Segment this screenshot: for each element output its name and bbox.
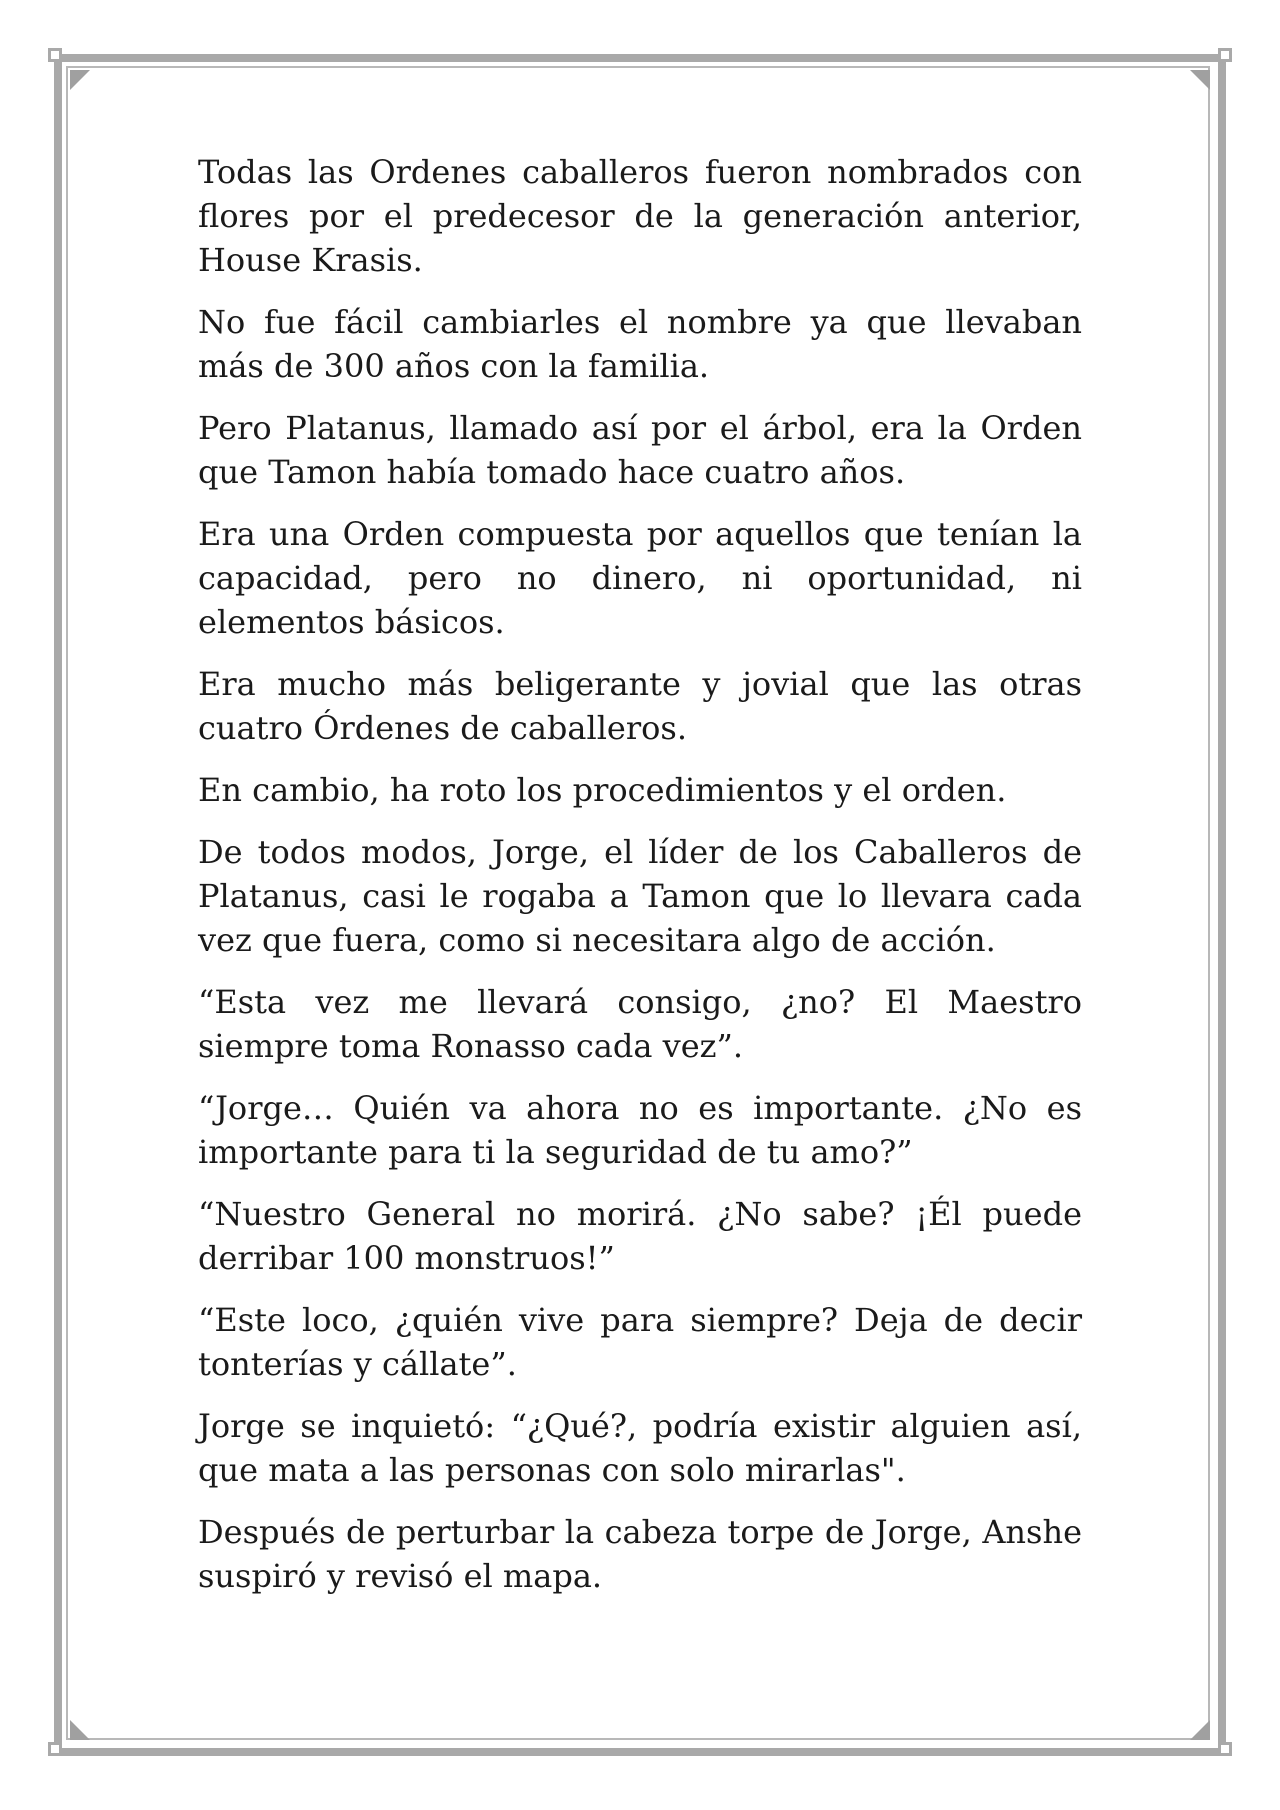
frame-bottom-border — [62, 1748, 1218, 1756]
paragraph: “Esta vez me llevará consigo, ¿no? El Maestro siempre toma Ronasso cada vez”. — [198, 983, 1082, 1065]
paragraph: “Nuestro General no morirá. ¿No sabe? ¡Él puede derribar 100 monstruos!” — [198, 1195, 1082, 1277]
corner-triangle-icon — [70, 1720, 90, 1740]
frame-right-border — [1218, 62, 1226, 1748]
paragraph: No fue fácil cambiarles el nombre ya que llevaban más de 300 años con la familia. — [198, 303, 1082, 385]
paragraph: Todas las Ordenes caballeros fueron nombrados con flores por el predecesor de la generación anterior, House Krasis. — [198, 153, 1082, 279]
paragraph: Pero Platanus, llamado así por el árbol, era la Orden que Tamon había tomado hace cuatro años. — [198, 409, 1082, 491]
corner-triangle-icon — [70, 70, 90, 90]
corner-ornament-icon — [1218, 48, 1232, 62]
paragraph: De todos modos, Jorge, el líder de los Caballeros de Platanus, casi le rogaba a Tamon que lo llevara cada vez que fuera, como si necesitara algo de acción. — [198, 833, 1082, 959]
corner-ornament-icon — [48, 48, 62, 62]
paragraph: “Jorge… Quién va ahora no es importante. ¿No es importante para ti la seguridad de tu amo?” — [198, 1089, 1082, 1171]
corner-triangle-icon — [1190, 1720, 1210, 1740]
paragraph: “Este loco, ¿quién vive para siempre? Deja de decir tonterías y cállate”. — [198, 1301, 1082, 1383]
frame-top-border — [62, 54, 1218, 62]
paragraph: Después de perturbar la cabeza torpe de Jorge, Anshe suspiró y revisó el mapa. — [198, 1513, 1082, 1595]
corner-ornament-icon — [1218, 1742, 1232, 1756]
paragraph: Jorge se inquietó: “¿Qué?, podría existir alguien así, que mata a las personas con solo mirarlas". — [198, 1407, 1082, 1489]
corner-triangle-icon — [1190, 70, 1210, 90]
corner-ornament-icon — [48, 1742, 62, 1756]
frame-left-border — [54, 62, 62, 1748]
page-text — [198, 150, 1082, 1616]
paragraph: En cambio, ha roto los procedimientos y el orden. — [198, 771, 1007, 809]
paragraph: Era mucho más beligerante y jovial que las otras cuatro Órdenes de caballeros. — [198, 665, 1082, 747]
paragraph: Era una Orden compuesta por aquellos que tenían la capacidad, pero no dinero, ni oportunidad, ni elementos básicos. — [198, 515, 1082, 641]
